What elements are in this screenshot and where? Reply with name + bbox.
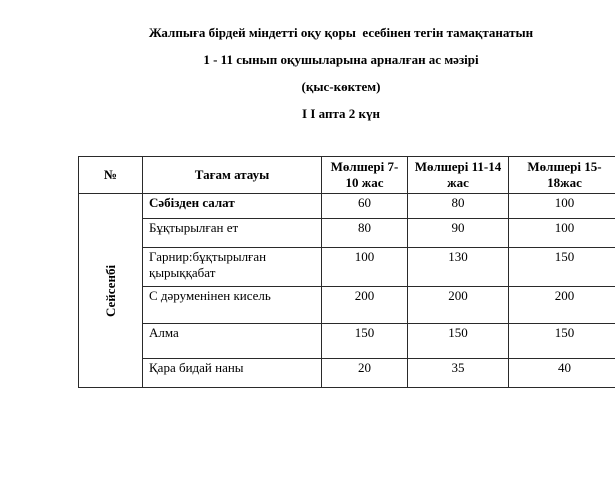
portion-7-10-cell: 20 bbox=[322, 359, 408, 388]
document-title-line-1: Жалпыға бірдей міндетті оқу қоры есебінен тегін тамақтанатын bbox=[148, 25, 534, 40]
portion-11-14-cell: 200 bbox=[408, 287, 509, 324]
col-header-age-11-14: Мөлшері 11-14 жас bbox=[408, 157, 509, 194]
portion-15-18-cell: 200 bbox=[509, 287, 615, 324]
portion-11-14-cell: 80 bbox=[408, 194, 509, 219]
portion-15-18-cell: 150 bbox=[509, 248, 615, 287]
dish-name-cell: Бұқтырылған ет bbox=[143, 219, 322, 248]
portion-7-10-cell: 150 bbox=[322, 324, 408, 359]
document-title-line-4: I I апта 2 күн bbox=[302, 106, 380, 121]
dish-name-cell: Алма bbox=[143, 324, 322, 359]
table-row bbox=[79, 359, 615, 388]
document-title-line-2: 1 - 11 сынып оқушыларына арналған ас мәзірі bbox=[203, 52, 479, 67]
menu-table bbox=[78, 156, 615, 388]
portion-15-18-cell: 100 bbox=[509, 194, 615, 219]
portion-15-18-cell: 150 bbox=[509, 324, 615, 359]
dish-name-cell: Гарнир:бұқтырылған қырыққабат bbox=[143, 248, 322, 287]
col-header-age-7-10: Мөлшері 7-10 жас bbox=[322, 157, 408, 194]
dish-name-cell: Қара бидай наны bbox=[143, 359, 322, 388]
document-title-line-3: (қыс-көктем) bbox=[301, 79, 381, 94]
document-title-block bbox=[0, 0, 615, 140]
portion-7-10-cell: 80 bbox=[322, 219, 408, 248]
dish-name-cell: С дәруменінен кисель bbox=[143, 287, 322, 324]
col-header-number: № bbox=[79, 157, 143, 194]
table-row bbox=[79, 287, 615, 324]
portion-15-18-cell: 100 bbox=[509, 219, 615, 248]
dish-name-cell: Сәбізден салат bbox=[143, 194, 322, 219]
table-row bbox=[79, 324, 615, 359]
portion-7-10-cell: 100 bbox=[322, 248, 408, 287]
portion-11-14-cell: 35 bbox=[408, 359, 509, 388]
day-label: Сейсенбі bbox=[102, 264, 118, 317]
table-row bbox=[79, 219, 615, 248]
col-header-age-15-18: Мөлшері 15-18жас bbox=[509, 157, 615, 194]
table-header-row bbox=[79, 157, 615, 194]
col-header-dish: Тағам атауы bbox=[143, 157, 322, 194]
table-row bbox=[79, 248, 615, 287]
portion-15-18-cell: 40 bbox=[509, 359, 615, 388]
portion-11-14-cell: 130 bbox=[408, 248, 509, 287]
table-row bbox=[79, 194, 615, 219]
portion-11-14-cell: 150 bbox=[408, 324, 509, 359]
portion-7-10-cell: 200 bbox=[322, 287, 408, 324]
portion-7-10-cell: 60 bbox=[322, 194, 408, 219]
portion-11-14-cell: 90 bbox=[408, 219, 509, 248]
day-cell bbox=[79, 194, 143, 388]
